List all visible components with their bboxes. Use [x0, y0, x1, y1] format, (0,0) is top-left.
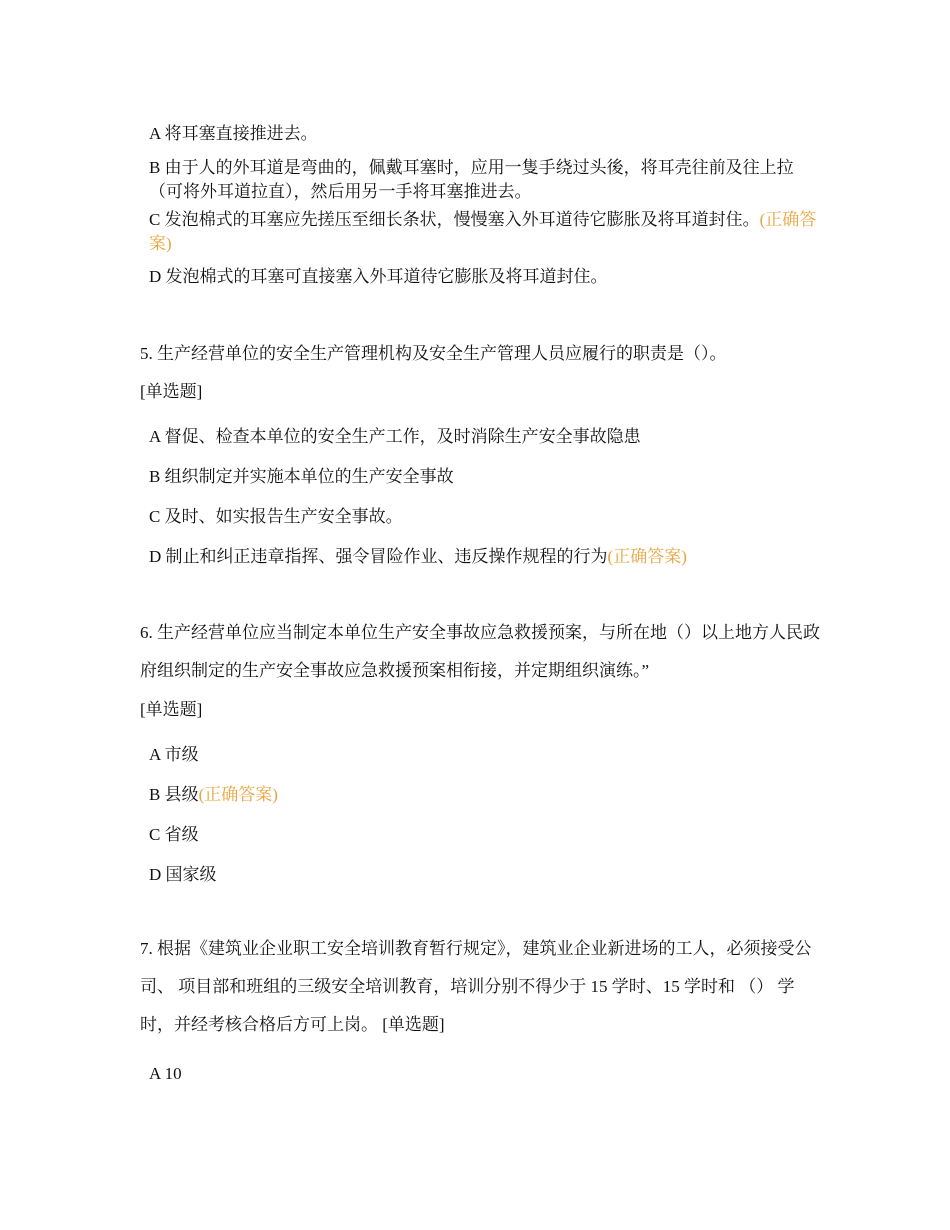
option-b: [149, 156, 819, 204]
question-text: 6. 生产经营单位应当制定本单位生产安全事故应急救援预案，与所在地（）以上地方人民政府组织制定的生产安全事故应急救援预案相衔接，并定期组织演练。”: [140, 623, 820, 680]
option-c: [149, 208, 819, 256]
question-type-tag: [140, 698, 202, 722]
option-text: C 及时、如实报告生产安全事故。: [149, 507, 403, 526]
option-d: [149, 265, 819, 289]
option-text: A 市级: [149, 745, 199, 764]
option-text: A 督促、检查本单位的安全生产工作，及时消除生产安全事故隐患: [149, 427, 641, 446]
option-d: [149, 863, 819, 887]
option-a: [149, 425, 819, 449]
option-text: D 制止和纠正违章指挥、强令冒险作业、违反操作规程的行为: [149, 547, 608, 566]
question-stem: [140, 335, 820, 373]
question-text: 7. 根据《建筑业企业职工安全培训教育暂行规定》，建筑业企业新进场的工人，必须接受公司、 项目部和班组的三级安全培训教育，培训分别不得少于 15 学时、15 学时和 （） 学时，并经考核合格后方可上岗。 [单选题]: [140, 939, 812, 1034]
option-text: D 发泡棉式的耳塞可直接塞入外耳道待它膨胀及将耳道封住。: [149, 267, 608, 286]
option-a: [149, 122, 819, 146]
question-stem: [140, 930, 820, 1044]
option-b: [149, 465, 819, 489]
question-type-tag: [140, 380, 202, 404]
option-text: B 由于人的外耳道是弯曲的，佩戴耳塞时，应用一隻手绕过头後，将耳壳往前及往上拉（可将外耳道拉直），然后用另一手将耳塞推进去。: [149, 158, 794, 201]
option-text: B 县级: [149, 785, 199, 804]
option-d: [149, 545, 819, 569]
correct-answer-mark: (正确答案): [198, 785, 278, 804]
correct-answer-mark: (正确答案): [149, 210, 817, 253]
question-text: 5. 生产经营单位的安全生产管理机构及安全生产管理人员应履行的职责是（）。: [140, 344, 727, 363]
option-a: [149, 743, 819, 767]
option-b: [149, 783, 819, 807]
option-text: B 组织制定并实施本单位的生产安全事故: [149, 467, 454, 486]
option-a: [149, 1062, 819, 1086]
question-stem: [140, 614, 820, 690]
option-text: A 将耳塞直接推进去。: [149, 124, 318, 143]
correct-answer-mark: (正确答案): [607, 547, 687, 566]
option-c: [149, 505, 819, 529]
option-text: D 国家级: [149, 865, 217, 884]
question-type-text: [单选题]: [140, 700, 203, 719]
option-c: [149, 823, 819, 847]
question-type-text: [单选题]: [140, 382, 203, 401]
option-text: C 发泡棉式的耳塞应先搓压至细长条状，慢慢塞入外耳道待它膨胀及将耳道封住。: [149, 210, 760, 229]
option-text: C 省级: [149, 825, 199, 844]
option-text: A 10: [149, 1064, 182, 1083]
